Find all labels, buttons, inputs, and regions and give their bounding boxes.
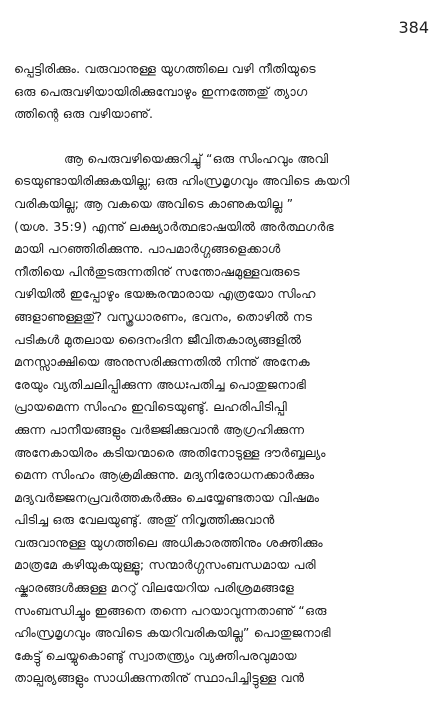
text-line: പിടിച്ച ഒരു വേലയുണ്ടു്. അതു് നിവൃത്തിക്കുവാൻ xyxy=(14,512,275,528)
text-line: മാത്രമേ കഴിയുകയുള്ളൂ; സന്മാർഗ്ഗസംബന്ധമായ പരി xyxy=(14,557,316,573)
page-number: 384 xyxy=(398,18,429,37)
text-line: മെന്ന സിംഹം ആക്രമിക്കുന്നു. മദ്യനിരോധനക്കാർക്കും xyxy=(14,467,315,483)
paragraph xyxy=(14,148,430,690)
text-line: ഷ്കാരങ്ങൾക്കുള്ള മററു് വിലയേറിയ പരിശ്രമങ്ങളേ xyxy=(14,580,295,596)
text-line: പ്പെട്ടിരിക്കും. വരുവാനുള്ള യുഗത്തിലെ വഴി നീതിയുടെ xyxy=(14,61,316,76)
text-line: വരുവാനുള്ള യുഗത്തിലെ അധികാരത്തിനും ശക്തിക്കും xyxy=(14,534,323,550)
text-line: ആ പെരുവഴിയെക്കുറിച്ചു് “ഒരു സിംഹവും അവി xyxy=(64,150,329,166)
text-line: പടികൾ മുതലായ ദൈനംദിന ജീവിതകാര്യങ്ങളിൽ xyxy=(14,331,302,347)
text-line: രേയും വ്യതിചലിപ്പിക്കുന്ന അധഃപതിച്ച പൊതുജനാഭി xyxy=(14,376,307,392)
text-line: വഴിയിൽ ഇപ്പോഴും ഭയങ്കരന്മാരായ എത്രയോ സിംഹ xyxy=(14,286,316,302)
text-line: ത്തിന്റെ ഒരു വഴിയാണു്. xyxy=(14,106,154,122)
text-line: ഒരു പെരുവഴിയായിരിക്കുമ്പോഴും ഇന്നത്തേതു് ത്യാഗ xyxy=(14,83,308,99)
text-line: (യശ. 35:9) എന്നു് ലക്ഷ്യാർത്ഥഭാഷയിൽ അർത്ഥഗർഭ xyxy=(14,218,334,234)
page-body xyxy=(14,58,430,690)
text-line: മായി പറഞ്ഞിരിക്കുന്നു. പാപമാർഗ്ഗങ്ങളെക്കാൾ xyxy=(14,241,281,257)
paragraph-gap xyxy=(14,126,430,148)
text-line: ടെയുണ്ടായിരിക്കുകയില്ല; ഒരു ഹിംസ്രമൃഗവും അവിടെ കയറി xyxy=(14,173,350,189)
text-line: മനസ്സാക്ഷിയെ അനുസരിക്കുന്നതിൽ നിന്നു് അനേക xyxy=(14,354,310,370)
text-line: കേട്ടു് ചെയ്യുകൊണ്ടു് സ്വാതന്ത്ര്യം വ്യക്തിപരവുമായ xyxy=(14,647,297,663)
text-line: ഹിംസ്രമൃഗവും അവിടെ കയറിവരികയില്ല” പൊതുജനാഭി xyxy=(14,625,331,641)
text-line: ങ്ങളാണുള്ളതു്? വസ്ത്രധാരണം, ഭവനം, തൊഴിൽ നട xyxy=(14,308,313,324)
text-line: നീതിയെ പിൻതുടരുന്നതിനു് സന്തോഷമുള്ളവരുടെ xyxy=(14,263,300,279)
text-line: ക്കുന്ന പാനീയങ്ങളും വർജ്ജിക്കുവാൻ ആഗ്രഹിക്കുന്ന xyxy=(14,421,305,437)
text-line: അനേകായിരം കടിയന്മാരെ അതിനോടുള്ള ദൗർബ്ബല്യം xyxy=(14,444,326,460)
text-line: താല്പര്യങ്ങളും സാധിക്കുന്നതിനു് സ്ഥാപിച്ചിട്ടുള്ള വൻ xyxy=(14,670,305,686)
paragraph xyxy=(14,58,430,126)
text-line: പ്രായമെന്ന സിംഹം ഇവിടെയുണ്ടു്. ലഹരിപിടിപ്പി xyxy=(14,399,288,415)
text-line: വരികയില്ല; ആ വകയെ അവിടെ കാണുകയില്ല ” xyxy=(14,195,294,211)
text-line: സംബന്ധിച്ചും ഇങ്ങനെ തന്നെ പറയാവുന്നതാണു് “ഒരു xyxy=(14,602,327,618)
text-line: മദ്യവർജ്ജനപ്രവർത്തകർക്കും ചെയ്യേണ്ടതായ വിഷമം xyxy=(14,489,320,505)
